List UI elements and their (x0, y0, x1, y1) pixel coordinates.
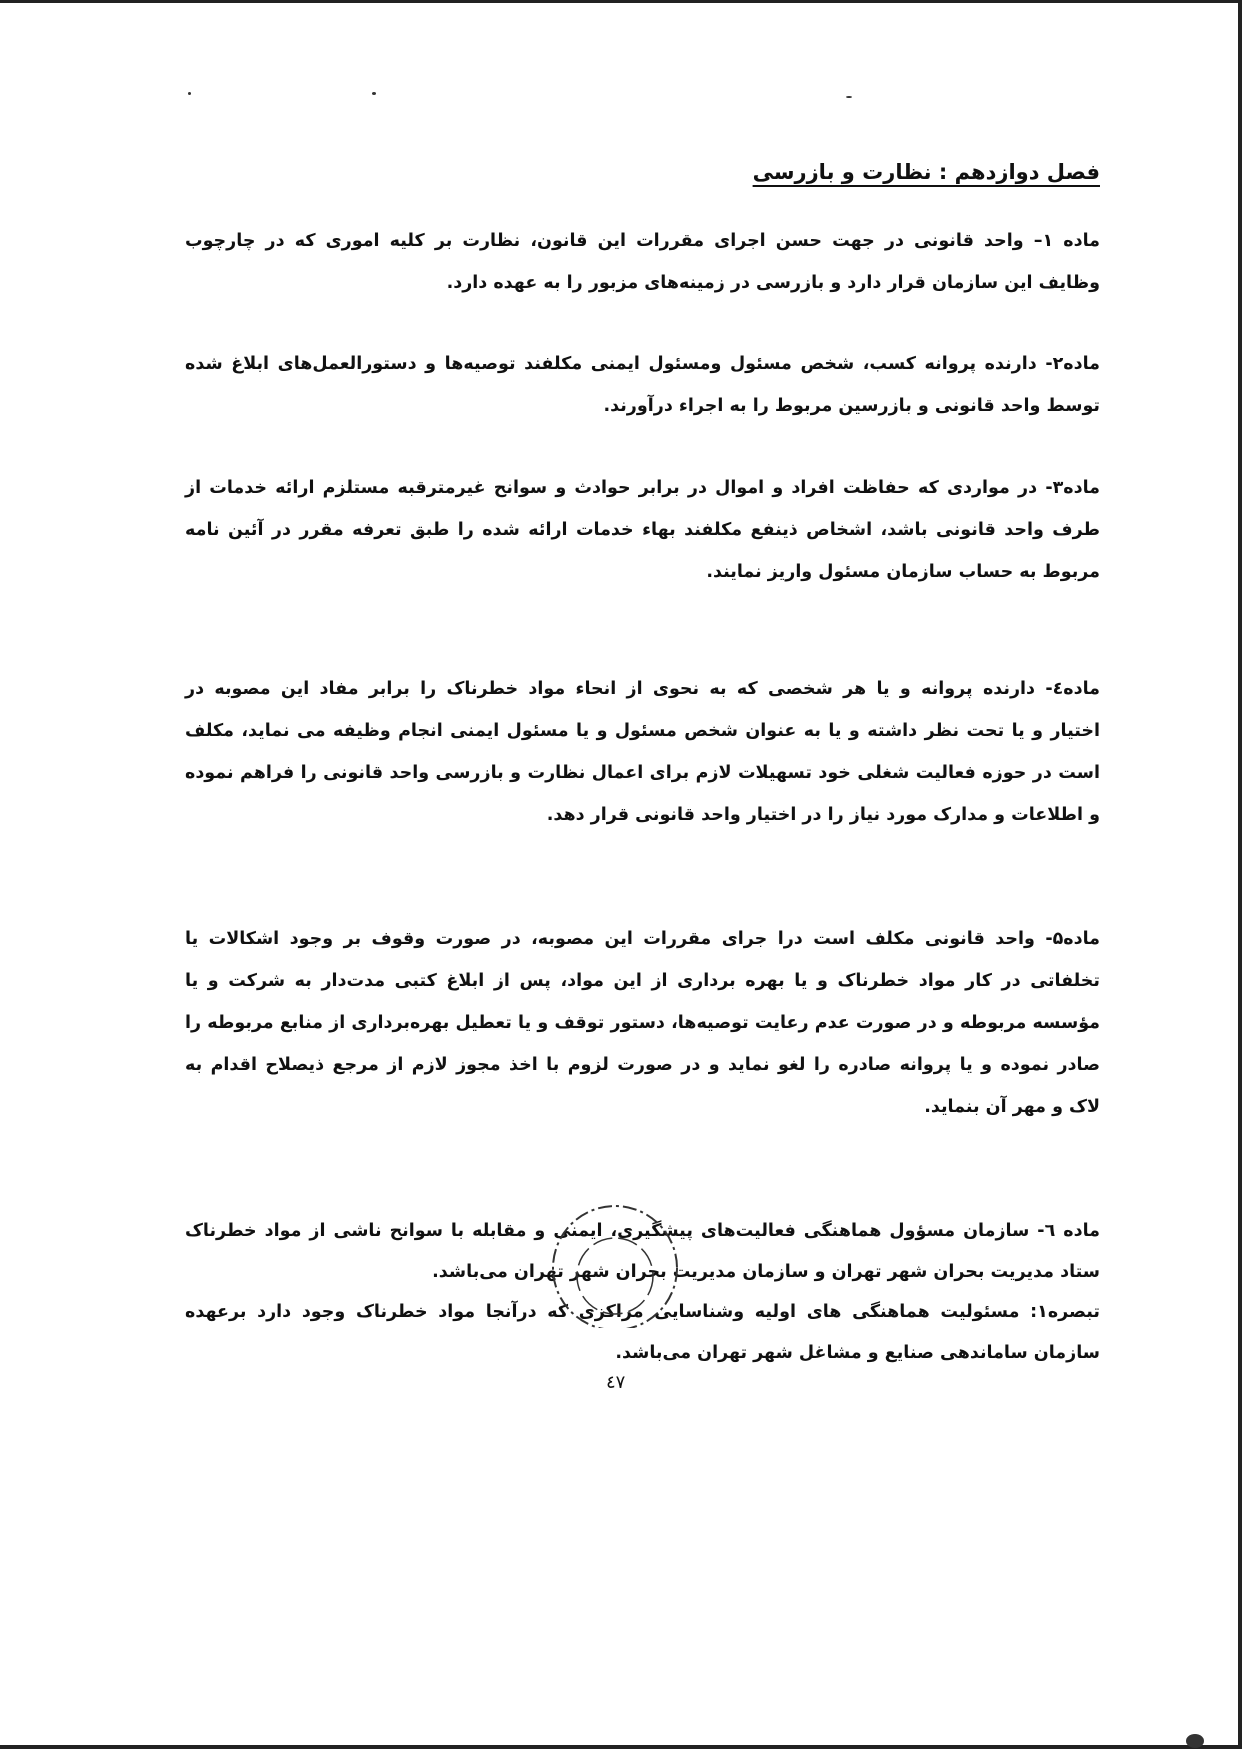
text-line: ماده۵- واحد قانونی مکلف است درا جرای مقررات این مصوبه، در صورت وقوف بر وجود اشکالات یا (185, 929, 1100, 949)
text-line: ماده ٦- سازمان مسؤول هماهنگی فعالیت‌های پیشگیری، ایمنی و مقابله با سوانح ناشی از مواد خطرناک (185, 1221, 1100, 1241)
note-line: تبصره۱: مسئولیت هماهنگی های اولیه وشناسایی مراکزی که درآنجا مواد خطرناک وجود دارد برعهده (185, 1302, 1100, 1322)
text-line: ماده ۱– واحد قانونی در جهت حسن اجرای مقررات این قانون، نظارت بر کلیه اموری که در چارچوب (185, 231, 1101, 251)
text-line: ماده۲- دارنده پروانه کسب، شخص مسئول ومسئول ایمنی مکلفند توصیه‌ها و دستورالعمل‌های ابلاغ شده (185, 354, 1100, 374)
text-line: صادر نموده و یا پروانه صادره را لغو نماید و در صورت لزوم با اخذ مجوز لازم از مرجع ذیصلاح اقدام به (185, 1055, 1100, 1075)
text-line: تخلفاتی در کار مواد خطرناک و یا بهره برداری از این مواد، پس از ابلاغ کتبی مدت‌دار به شرکت و یا (185, 971, 1100, 991)
text-line: ماده٤- دارنده پروانه و یا هر شخصی که به نحوی از انحاء مواد خطرناک را برابر مفاد این مصوبه در (185, 679, 1100, 699)
scan-speck (372, 92, 376, 95)
text-line: مؤسسه مربوطه و در صورت عدم رعایت توصیه‌ها، دستور توقف و یا تعطیل بهره‌برداری از منابع مربوطه را (185, 1013, 1100, 1033)
scan-speck (846, 96, 852, 98)
text-line: ستاد مدیریت بحران شهر تهران و سازمان مدیریت بحران شهر تهران می‌باشد. (432, 1262, 1100, 1282)
text-line: مربوط به حساب سازمان مسئول واریز نمایند. (706, 562, 1100, 582)
scan-edge-bottom (0, 1745, 1242, 1749)
text-line: لاک و مهر آن بنماید. (924, 1097, 1100, 1117)
chapter-title: فصل دوازدهم : نظارت و بازرسی (752, 160, 1100, 184)
text-line: و اطلاعات و مدارک مورد نیاز را در اختیار واحد قانونی قرار دهد. (546, 805, 1100, 825)
text-line: وظایف این سازمان قرار دارد و بازرسی در زمینه‌های مزبور را به عهده دارد. (446, 273, 1100, 293)
text-line: توسط واحد قانونی و بازرسین مربوط را به اجراء درآورند. (603, 396, 1100, 416)
text-line: اختیار و یا تحت نظر داشته و یا به عنوان شخص مسئول و یا مسئول ایمنی انجام وظیفه می نماید، مکلف (185, 721, 1100, 741)
scan-speck (1186, 1734, 1204, 1748)
scan-edge-top (0, 0, 1242, 3)
text-line: ماده۳- در مواردی که حفاظت افراد و اموال در برابر حوادث و سوانح غیرمترقبه مستلزم ارائه خدمات از (185, 478, 1100, 498)
scan-edge-right (1238, 0, 1242, 1749)
note-line: سازمان ساماندهی صنایع و مشاغل شهر تهران می‌باشد. (615, 1343, 1100, 1363)
scan-speck (188, 92, 191, 95)
official-stamp (540, 1168, 690, 1328)
page-number: ٤٧ (606, 1372, 626, 1393)
text-line: است در حوزه فعالیت شغلی خود تسهیلات لازم برای اعمال نظارت و بازرسی واحد قانونی را فراهم نموده (185, 763, 1100, 783)
text-line: طرف واحد قانونی باشد، اشخاص ذینفع مکلفند بهاء خدمات ارائه شده را طبق تعرفه مقرر در آئین نامه (185, 520, 1100, 540)
